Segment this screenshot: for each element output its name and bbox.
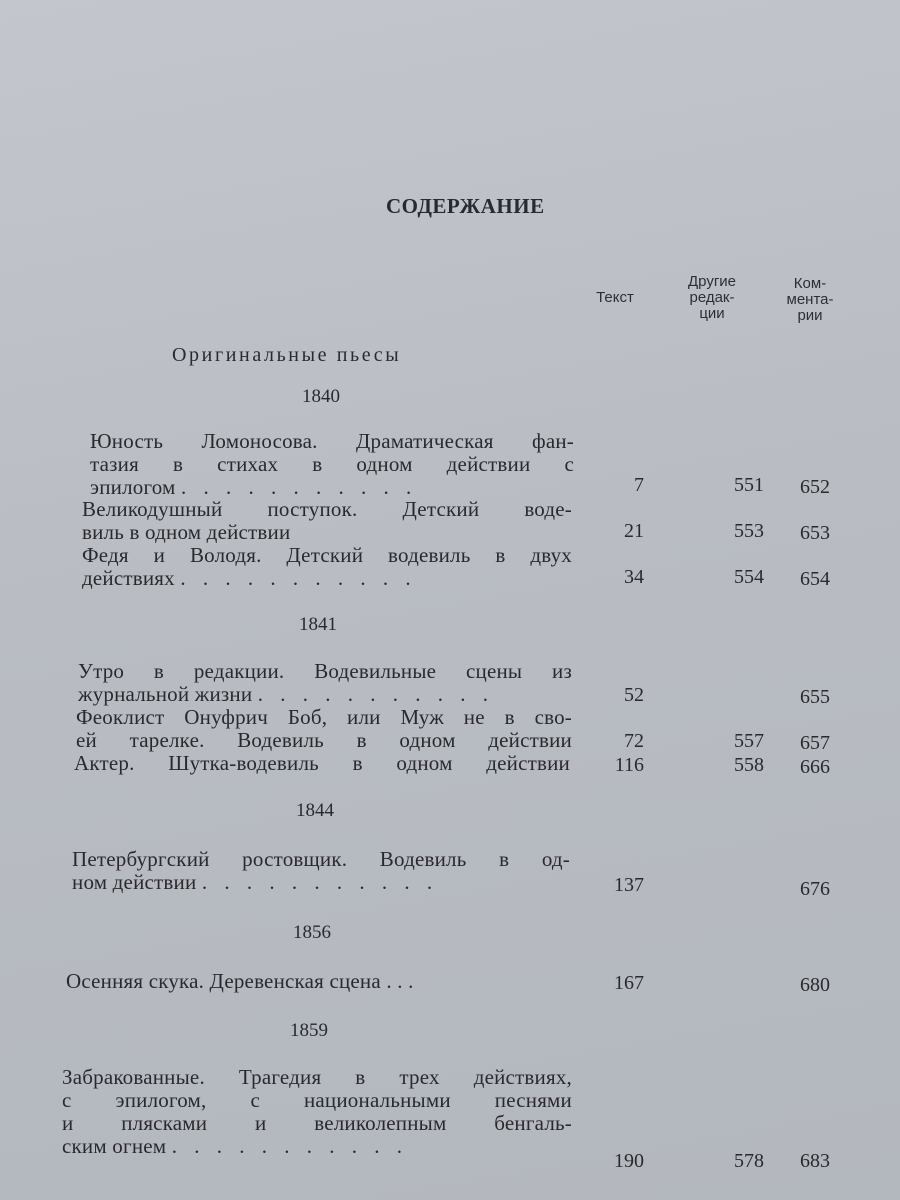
page-title: СОДЕРЖАНИЕ [386, 194, 545, 218]
section-heading: Оригинальные пьесы [172, 344, 402, 366]
entry-line: тазия в стихах в одном действии с [90, 452, 574, 476]
page-number-comments: 657 [800, 732, 830, 754]
page-number-other: 554 [734, 566, 764, 588]
page-number-other: 551 [734, 474, 764, 496]
page-number-other: 558 [734, 754, 764, 776]
column-header-line: мента- [786, 291, 834, 308]
year-heading: 1859 [290, 1020, 328, 1041]
entry-line: Феоклист Онуфрич Боб, или Муж не в сво- [76, 705, 572, 729]
entry-line-last: ским огнем . . . . . . . . . . . [62, 1134, 408, 1158]
entry-line: Федя и Володя. Детский водевиль в двух [82, 543, 572, 567]
leader-dots: . . . . . . . . . . . [257, 682, 494, 706]
column-header-comments [780, 276, 840, 324]
column-header-line: рии [797, 307, 823, 324]
page-number-text: 137 [614, 874, 644, 896]
year-heading: 1841 [299, 614, 337, 635]
page-number-other: 578 [734, 1150, 764, 1172]
page-number-text: 72 [624, 730, 644, 752]
toc-entry [82, 544, 572, 590]
page-number-text: 7 [634, 474, 644, 496]
column-header-line: Ком- [793, 275, 827, 292]
page-number-comments: 654 [800, 568, 830, 590]
entry-line-last: ном действии . . . . . . . . . . . [72, 870, 439, 894]
page-number-comments: 652 [800, 476, 830, 498]
page-number-text: 190 [614, 1150, 644, 1172]
toc-entry [82, 498, 572, 544]
page-number-text: 116 [614, 754, 644, 776]
page-number-comments: 655 [800, 686, 830, 708]
entry-line: Юность Ломоносова. Драматическая фан- [90, 429, 574, 453]
year-heading: 1840 [302, 386, 340, 407]
page-number-comments: 683 [800, 1150, 830, 1172]
entry-line-last: эпилогом . . . . . . . . . . . [90, 475, 418, 499]
toc-entry [74, 752, 570, 775]
year-heading: 1856 [293, 922, 331, 943]
toc-entry [90, 430, 574, 499]
leader-dots: . . . . . . . . . . . [181, 475, 418, 499]
entry-line: Осенняя скука. Деревенская сцена . . . [66, 969, 414, 993]
entry-line: Актер. Шутка-водевиль в одном действии [74, 751, 570, 775]
entry-line: и плясками и великолепным бенгаль- [62, 1111, 572, 1135]
entry-line-last: действиях . . . . . . . . . . . [82, 566, 417, 590]
entry-line: ей тарелке. Водевиль в одном действии [76, 728, 572, 752]
page-number-text: 52 [624, 684, 644, 706]
column-header-text: Текст [596, 289, 634, 306]
page-number-other: 557 [734, 730, 764, 752]
toc-entry [66, 970, 570, 993]
column-header-other-editions [672, 274, 752, 322]
column-header-line: ции [699, 305, 725, 322]
page-number-comments: 666 [800, 756, 830, 778]
leader-dots: . . . . . . . . . . . [180, 566, 417, 590]
page-number-comments: 676 [800, 878, 830, 900]
entry-line: с эпилогом, с национальными песнями [62, 1088, 572, 1112]
leader-dots: . . . . . . . . . . . [201, 870, 439, 894]
toc-entry [76, 706, 572, 752]
page-number-other: 553 [734, 520, 764, 542]
entry-line: Петербургский ростовщик. Водевиль в од- [72, 847, 570, 871]
leader-dots: . . . . . . . . . . . [171, 1134, 408, 1158]
column-header-line: редак- [689, 289, 735, 306]
column-header-line: Другие [687, 273, 737, 290]
page-number-comments: 653 [800, 522, 830, 544]
page-number-text: 167 [614, 972, 644, 994]
entry-line: Великодушный поступок. Детский водe- [82, 497, 572, 521]
entry-line: Утро в редакции. Водевильные сцены из [78, 659, 572, 683]
entry-line: Забракованные. Трагедия в трех действиях, [62, 1065, 572, 1089]
entry-line-last: журнальной жизни . . . . . . . . . . . [78, 682, 494, 706]
page-number-text: 21 [624, 520, 644, 542]
year-heading: 1844 [296, 800, 334, 821]
entry-line-last: виль в одном действии [82, 520, 291, 544]
toc-entry [72, 848, 570, 894]
toc-entry [78, 660, 572, 706]
page-number-comments: 680 [800, 974, 830, 996]
toc-entry [62, 1066, 572, 1158]
page-number-text: 34 [624, 566, 644, 588]
